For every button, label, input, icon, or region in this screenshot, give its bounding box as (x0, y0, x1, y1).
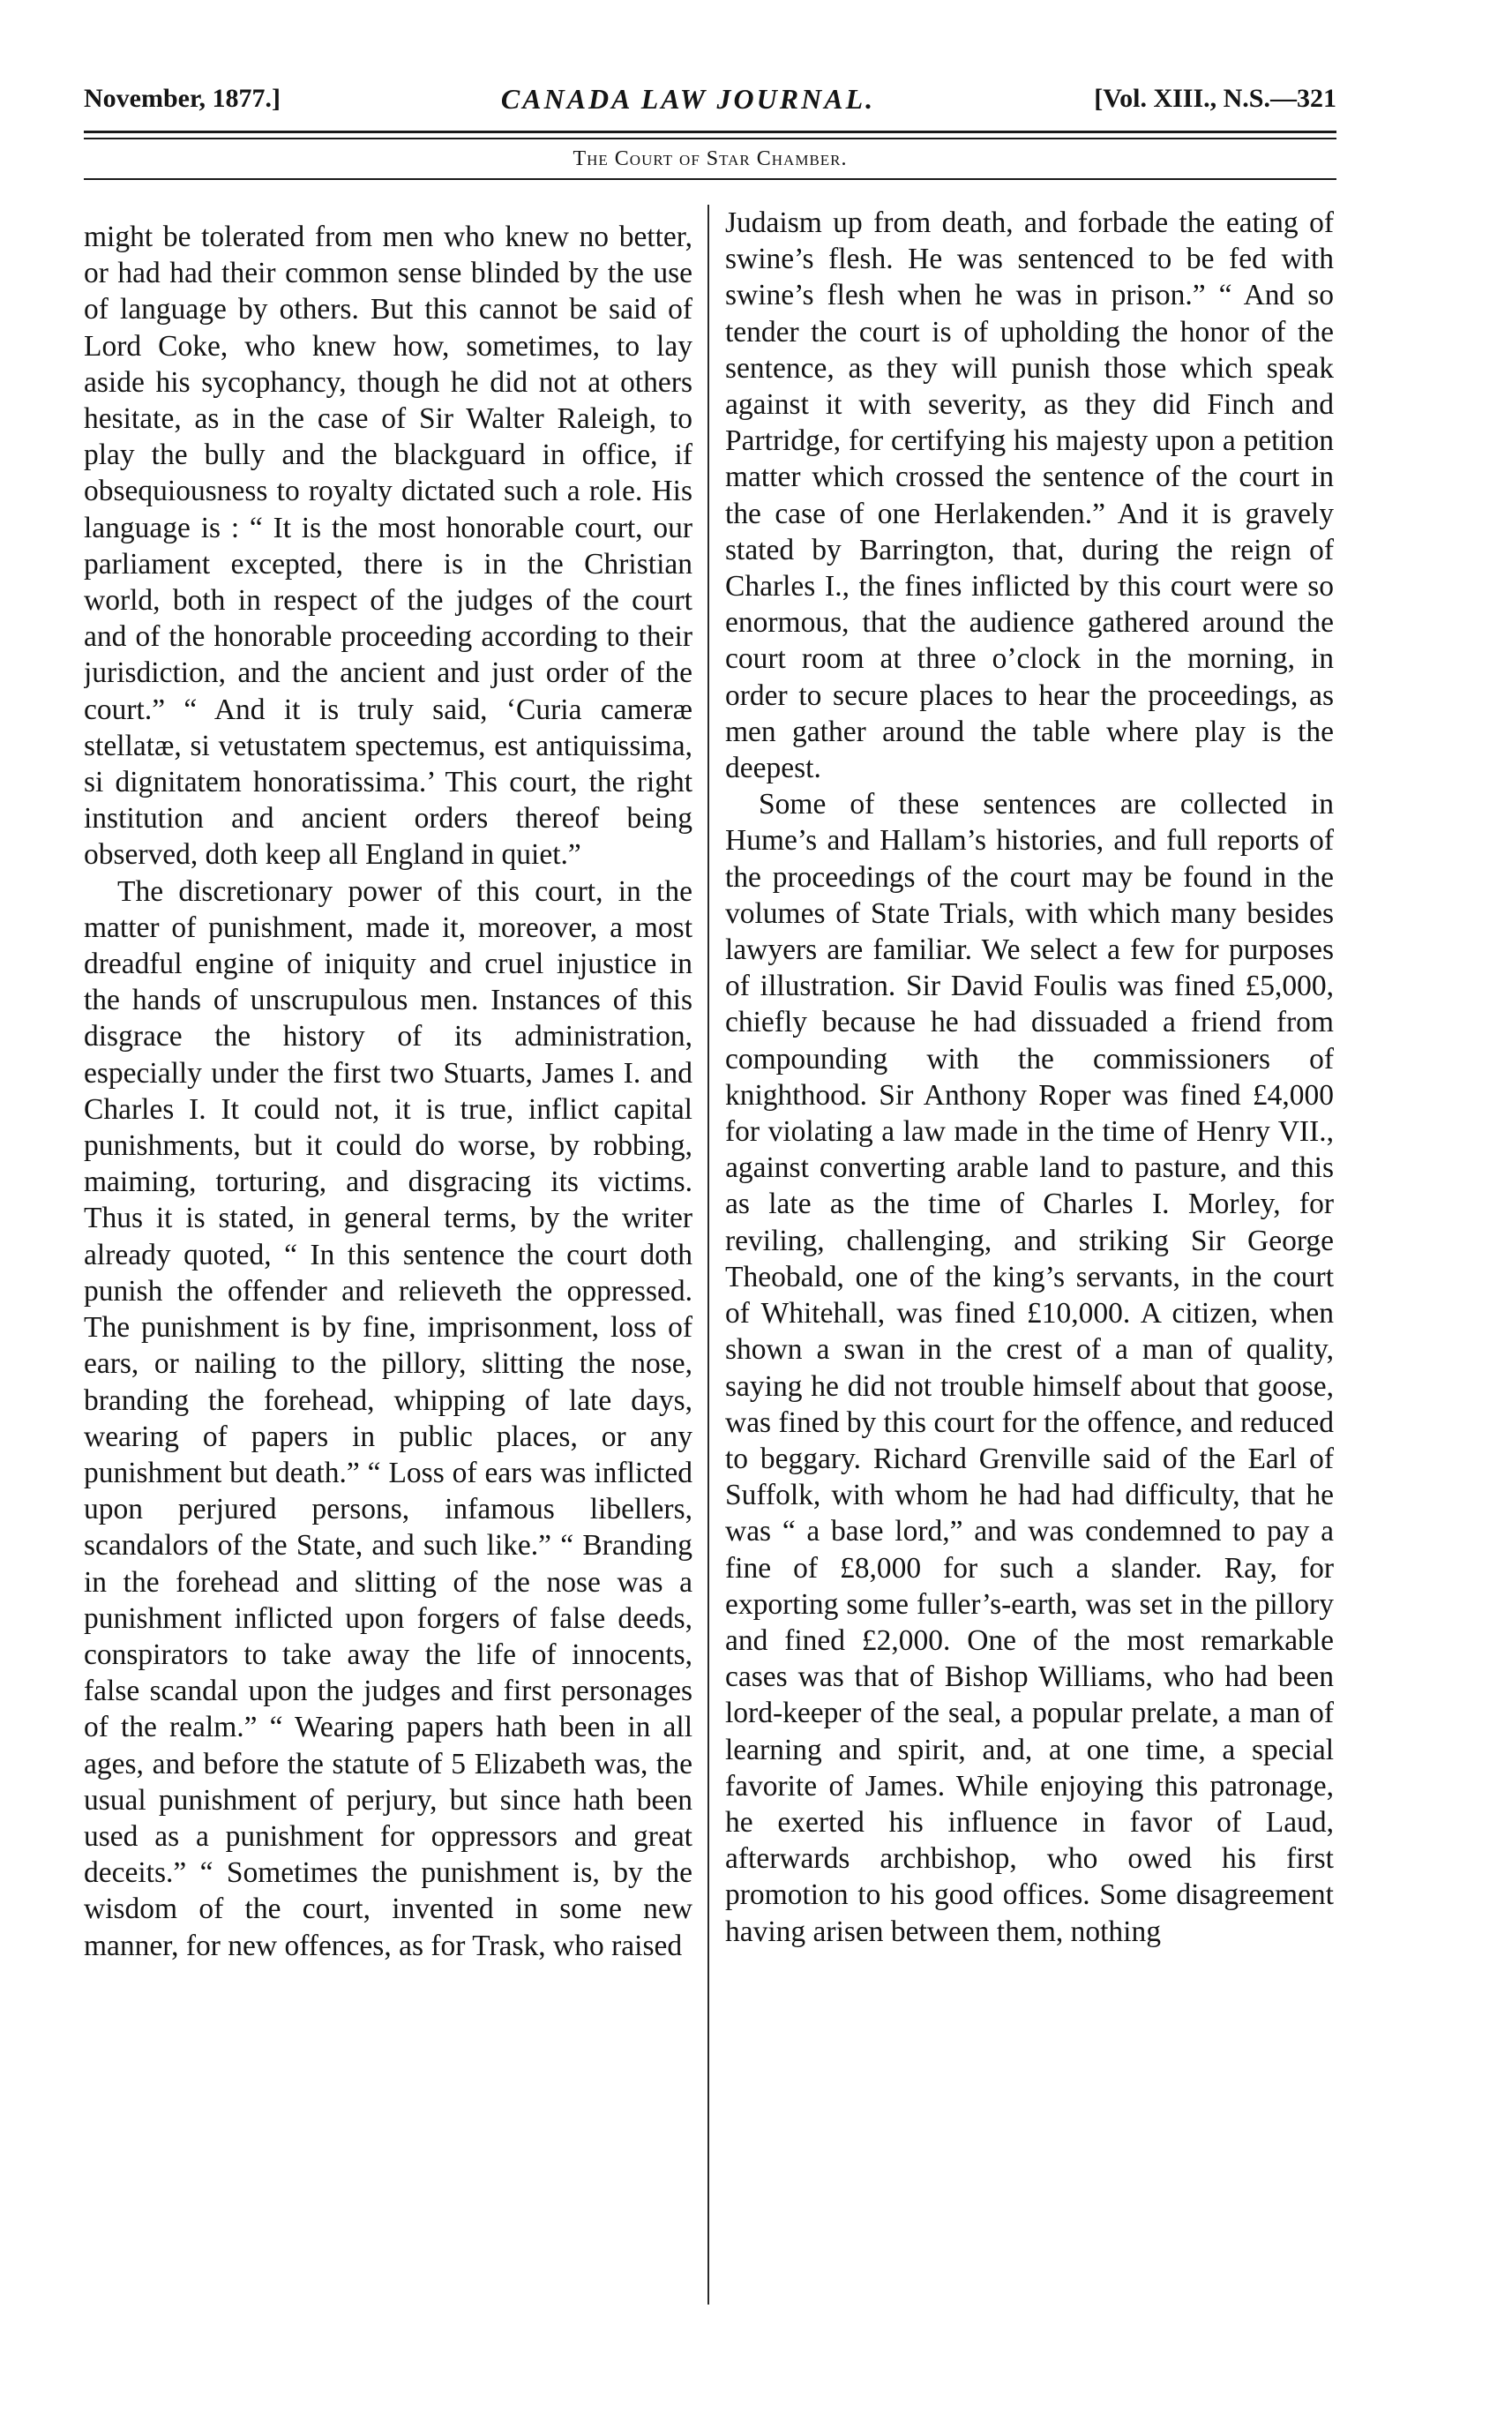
right-paragraph-2: Some of these sentences are collected in Hume’s and Hallam’s histories, and full reports of the proceedings of the court may be found in the volumes of State Trials, with which many besides lawyers are familiar. We select a few for purposes of illustration. Sir David Foulis was fined £5,000, chiefly because he had dissuaded a friend from compounding with the commissioners of knighthood. Sir Anthony Roper was fined £4,000 for violating a law made in the time of Henry VII., against converting arable land to pasture, and this as late as the time of Charles I. Morley, for reviling, challenging, and striking Sir George Theobald, one of the king’s servants, in the court of Whitehall, was fined £10,000. A citizen, when shown a swan in the crest of a man of quality, saying he did not trouble himself about that goose, was fined by this court for the offence, and reduced to beggary. Richard Grenville said of the Earl of Suffolk, with whom he had had difficulty, that he was “ a base lord,” and was condemned to pay a fine of £8,000 for such a slander. Ray, for exporting some fuller’s-earth, was set in the pillory and fined £2,000. One of the most remarkable cases was that of Bishop Williams, who had been lord-keeper of the seal, a popular prelate, a man of learning and spirit, and, at one time, a special favorite of James. While enjoying this patronage, he exerted his influence in favor of Laud, afterwards archbishop, who owed his first promotion to his good offices. Some disagreement having arisen between them, nothing (725, 788, 1334, 1948)
running-head (84, 72, 1336, 125)
header-rule-top (84, 131, 1336, 133)
left-column (84, 219, 692, 2310)
right-column (725, 205, 1334, 2296)
volume-page-number: [Vol. XIII., N.S.—321 (1094, 84, 1336, 113)
section-rule (84, 178, 1336, 180)
left-paragraph-2: The discretionary power of this court, in the matter of punishment, made it, moreover, a most dreadful engine of iniquity and cruel injustice in the hands of unscrupulous men. Instances of this disgrace the history of its administration, especially under the first two Stuarts, James I. and Charles I. It could not, it is true, inflict capital punishments, but it could do worse, by robbing, maiming, torturing, and disgracing its victims. Thus it is stated, in general terms, by the writer already quoted, “ In this sentence the court doth punish the offender and relieveth the oppressed. The punishment is by fine, imprisonment, loss of ears, or nailing to the pillory, slitting the nose, branding the forehead, whipping of late days, wearing of papers in public places, or any punishment but death.” “ Loss of ears was inflicted upon perjured persons, infamous libellers, scandalors of the State, and such like.” “ Branding in the forehead and slitting of the nose was a punishment inflicted upon forgers of false deeds, conspirators to take away the life of innocents, false scandal upon the judges and first personages of the realm.” “ Wearing papers hath been in all ages, and before the statute of 5 Elizabeth was, the usual punishment of perjury, but since hath been used as a punishment for oppressors and great deceits.” “ Sometimes the punishment is, by the wisdom of the court, invented in some new manner, for new offences, as for Trask, who raised (84, 874, 692, 1962)
header-rule-bottom (84, 138, 1336, 139)
issue-date: November, 1877.] (84, 84, 281, 113)
right-paragraph-1: Judaism up from death, and forbade the eating of swine’s flesh. He was sentenced to be fed with swine’s flesh when he was in prison.” “ And so tender the court is of upholding the honor of the sentence, as they will punish those which speak against it with severity, as they did Finch and Partridge, for certifying his majesty upon a petition matter which crossed the sentence of the court in the case of one Herlakenden.” And it is gravely stated by Barrington, that, during the reign of Charles I., the fines inflicted by this court were so enormous, that the audience gathered around the court room at three o’clock in the morning, in order to secure places to hear the proceedings, as men gather around the table where play is the deepest. (725, 206, 1334, 785)
column-divider (707, 205, 709, 2305)
journal-title: CANADA LAW JOURNAL. (500, 83, 876, 115)
section-title: The Court of Star Chamber. (573, 147, 848, 170)
left-paragraph-1: might be tolerated from men who knew no better, or had had their common sense blinded by the use of language by others. But this cannot be said of Lord Coke, who knew how, sometimes, to lay aside his sycophancy, though he did not at others hesitate, as in the case of Sir Walter Raleigh, to play the bully and the blackguard in office, if obsequiousness to royalty dictated such a role. His language is : “ It is the most honorable court, our parliament excepted, there is in the Christian world, both in respect of the judges of the court and of the honorable proceeding according to their jurisdiction, and the ancient and just order of the court.” “ And it is truly said, ‘Curia cameræ stellatæ, si vetustatem spectemus, est antiquissima, si dignitatem honoratissima.’ This court, the right institution and ancient orders thereof being observed, doth keep all England in quiet.” (84, 221, 692, 872)
